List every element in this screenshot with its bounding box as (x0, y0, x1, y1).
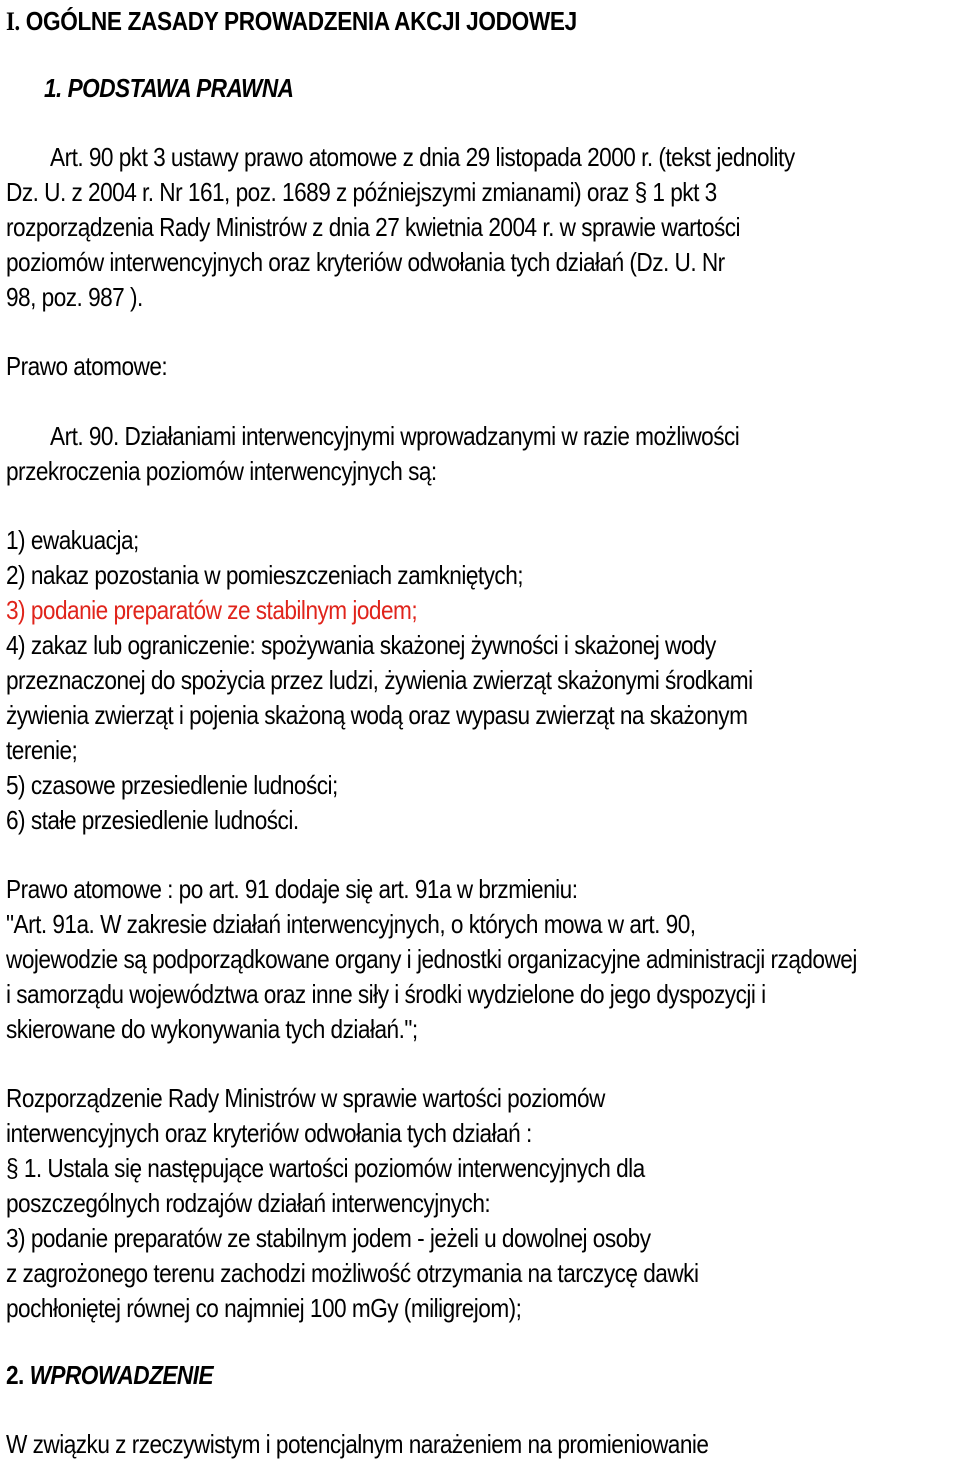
legal-basis-line: 98, poz. 987 ). (6, 282, 143, 312)
action-item: 1) ewakuacja; (6, 525, 139, 555)
action-item: 5) czasowe przesiedlenie ludności; (6, 770, 338, 800)
section2-number: 2. (6, 1360, 24, 1390)
art91a-line: i samorządu województwa oraz inne siły i środki wydzielone do jego dyspozycji i (6, 979, 766, 1009)
regulation-line: z zagrożonego terenu zachodzi możliwość otrzymania na tarczycę dawki (6, 1258, 699, 1288)
legal-basis-line: rozporządzenia Rady Ministrów z dnia 27 kwietnia 2004 r. w sprawie wartości (6, 212, 741, 242)
action-item: terenie; (6, 735, 78, 765)
legal-basis-line: Dz. U. z 2004 r. Nr 161, poz. 1689 z późniejszymi zmianami) oraz § 1 pkt 3 (6, 177, 717, 207)
art91a-line: wojewodzie są podporządkowane organy i jednostki organizacyjne administracji rządowej (6, 944, 857, 974)
action-item: 6) stałe przesiedlenie ludności. (6, 805, 299, 835)
atomic-law-label: Prawo atomowe: (6, 351, 168, 381)
regulation-line: § 1. Ustala się następujące wartości poziomów interwencyjnych dla (6, 1153, 645, 1183)
title-text: OGÓLNE ZASADY PROWADZENIA AKCJI JODOWEJ (19, 6, 577, 36)
art91a-line: "Art. 91a. W zakresie działań interwencyjnych, o których mowa w art. 90, (6, 909, 696, 939)
legal-basis-line: Art. 90 pkt 3 ustawy prawo atomowe z dnia 29 listopada 2000 r. (tekst jednolity (50, 142, 795, 172)
section1-heading: 1. PODSTAWA PRAWNA (44, 73, 294, 103)
title-roman-numeral: I. (6, 7, 20, 36)
action-item-highlighted: 3) podanie preparatów ze stabilnym jodem; (6, 595, 418, 625)
regulation-line: poszczególnych rodzajów działań interwencyjnych: (6, 1188, 491, 1218)
art90-line: Art. 90. Działaniami interwencyjnymi wprowadzanymi w razie możliwości (50, 421, 740, 451)
art91a-line: Prawo atomowe : po art. 91 dodaje się art. 91a w brzmieniu: (6, 874, 578, 904)
action-item: 2) nakaz pozostania w pomieszczeniach zamkniętych; (6, 560, 524, 590)
action-item: przeznaczonej do spożycia przez ludzi, żywienia zwierząt skażonymi środkami (6, 665, 753, 695)
art90-line: przekroczenia poziomów interwencyjnych są: (6, 456, 437, 486)
regulation-line: interwencyjnych oraz kryteriów odwołania tych działań : (6, 1118, 532, 1148)
section2-heading (6, 1358, 213, 1392)
regulation-line: pochłoniętej równej co najmniej 100 mGy (miligrejom); (6, 1293, 522, 1323)
action-item: 4) zakaz lub ograniczenie: spożywania skażonej żywności i skażonej wody (6, 630, 716, 660)
art91a-line: skierowane do wykonywania tych działań."; (6, 1014, 418, 1044)
action-item: żywienia zwierząt i pojenia skażoną wodą oraz wypasu zwierząt na skażonym (6, 700, 748, 730)
legal-basis-line: poziomów interwencyjnych oraz kryteriów odwołania tych działań (Dz. U. Nr (6, 247, 725, 277)
regulation-line: 3) podanie preparatów ze stabilnym jodem - jeżeli u dowolnej osoby (6, 1223, 651, 1253)
section2-heading-text: WPROWADZENIE (23, 1360, 214, 1390)
regulation-line: Rozporządzenie Rady Ministrów w sprawie wartości poziomów (6, 1083, 605, 1113)
document-title (6, 4, 577, 39)
section2-intro: W związku z rzeczywistym i potencjalnym narażeniem na promieniowanie (6, 1429, 709, 1459)
